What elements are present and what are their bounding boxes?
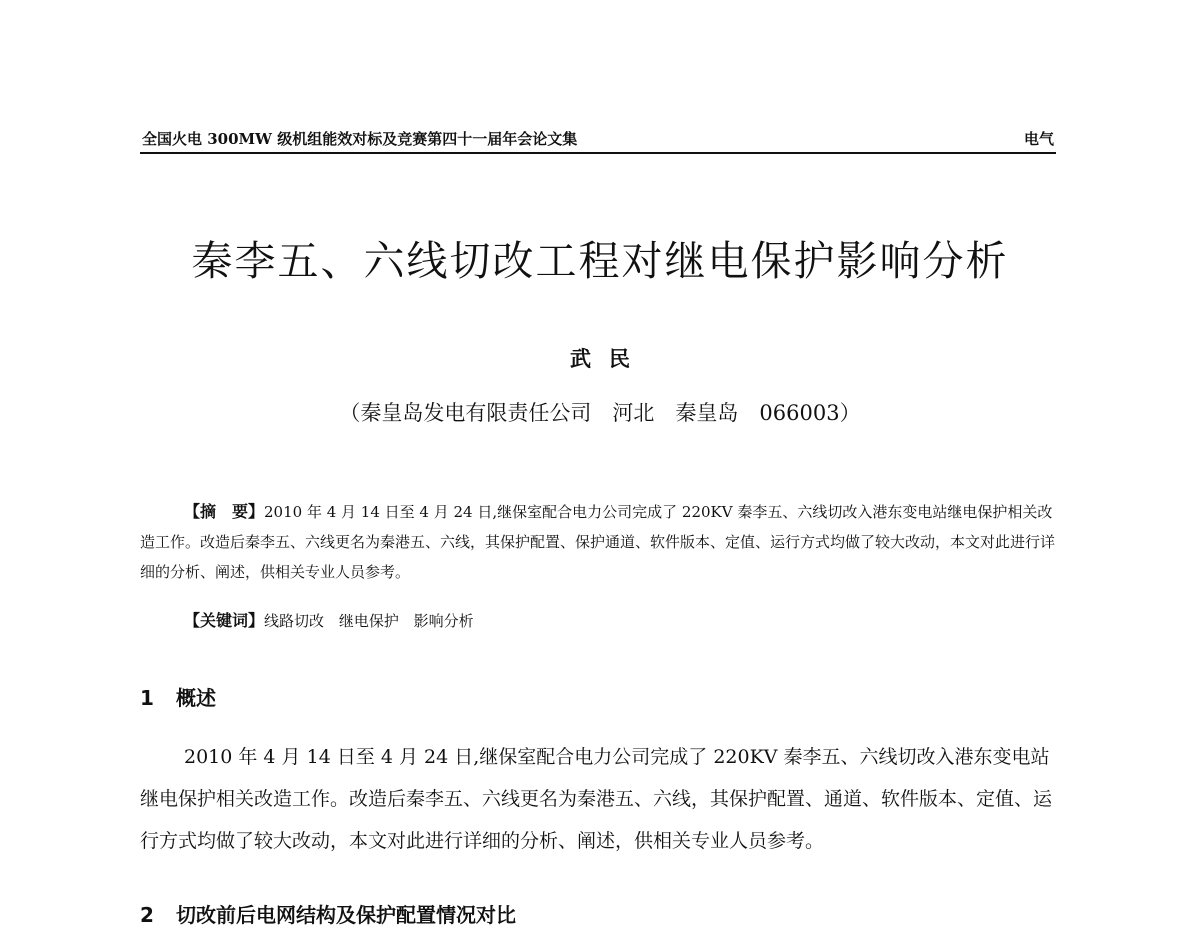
keywords-label: 【关键词】 — [184, 611, 265, 630]
section-title: 切改前后电网结构及保护配置情况对比 — [176, 903, 516, 927]
keyword: 线路切改 — [264, 612, 325, 630]
keyword: 继电保护 — [338, 612, 399, 630]
section-number: 2 — [140, 903, 154, 927]
author-name: 武民 — [570, 346, 648, 371]
abstract-label: 【摘 要】 — [184, 502, 265, 521]
journal-name: 全国火电 300MW 级机组能效对标及竞赛第四十一届年会论文集 — [142, 130, 578, 148]
paper-title: 秦李五、六线切改工程对继电保护影响分析 — [191, 237, 1009, 285]
abstract-text: 2010 年 4 月 14 日至 4 月 24 日,继保室配合电力公司完成了 220KV 秦李五、六线切改入港东变电站继电保护相关改造工作。改造后秦李五、六线更名为秦港五、六线，其保护配置、保护通道、软件版本、定值、运行方式均做了较大改动，本文对此进行详细的分析、阐述，供相关专业人员参考。 — [140, 503, 1056, 581]
abstract — [140, 497, 1060, 587]
section-1-paragraph: 2010 年 4 月 14 日至 4 月 24 日,继保室配合电力公司完成了 220KV 秦李五、六线切改入港东变电站继电保护相关改造工作。改造后秦李五、六线更名为秦港五、六线，其保护配置、通道、软件版本、定值、运行方式均做了较大改动，本文对此进行详细的分析、阐述，供相关专业人员参考。 — [140, 746, 1053, 852]
section-number: 1 — [140, 686, 154, 710]
section-title: 概述 — [176, 686, 216, 710]
keywords — [184, 606, 484, 636]
section-label: 电气 — [1023, 130, 1054, 148]
section-heading-2 — [140, 899, 516, 928]
running-header — [140, 126, 1056, 154]
author-affiliation: （秦皇岛发电有限责任公司 河北 秦皇岛 066003） — [339, 401, 861, 425]
section-heading-1 — [140, 682, 216, 711]
keyword: 影响分析 — [413, 612, 474, 630]
